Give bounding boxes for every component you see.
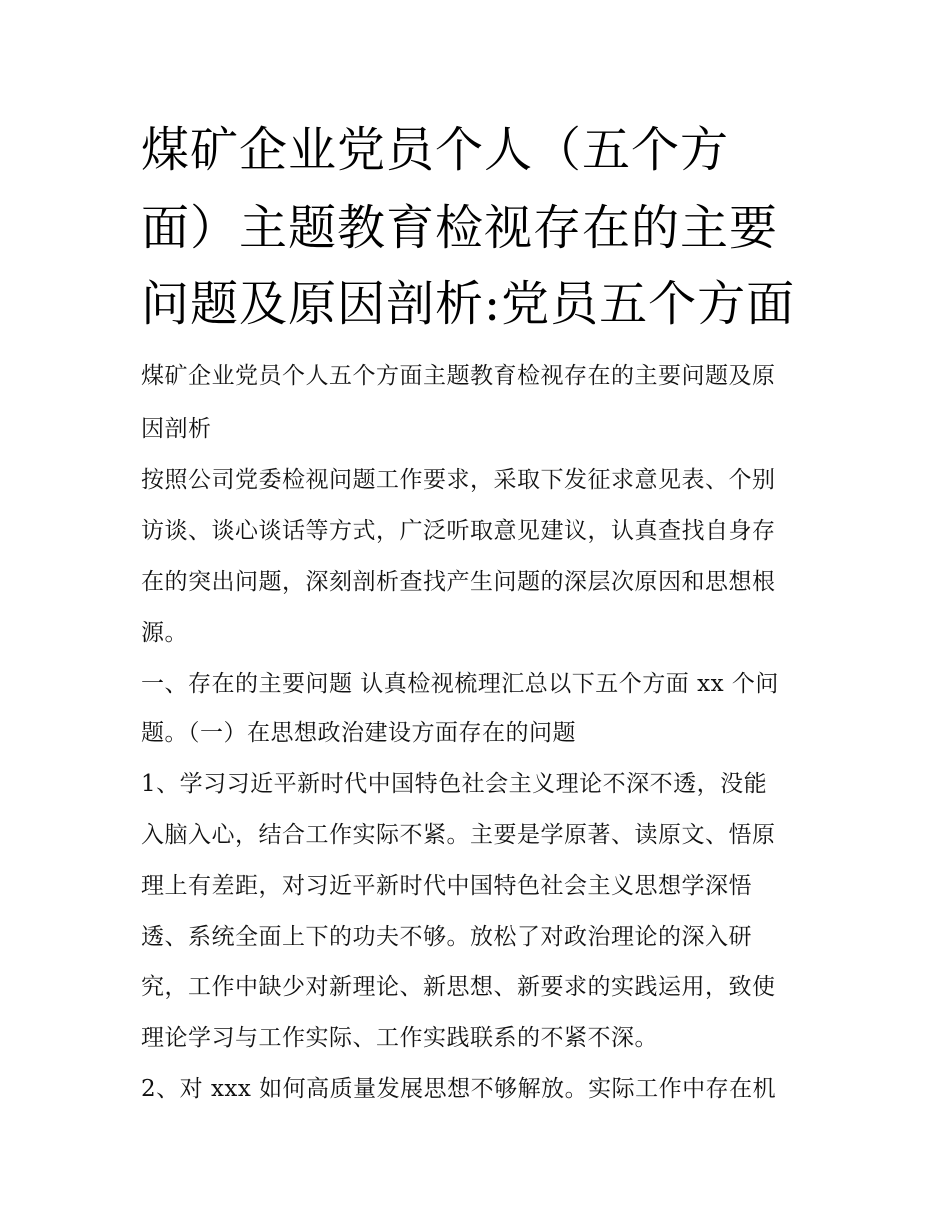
body-line-5: 在的突出问题，深刻剖析查找产生问题的深层次原因和思想根 [141, 569, 776, 595]
document-title-line-1: 煤矿企业党员个人（五个方 [141, 122, 730, 178]
body-line-8: 题。（一）在思想政治建设方面存在的问题 [141, 720, 576, 746]
document-title-line-2: 面）主题教育检视存在的主要 [141, 200, 779, 256]
body-line-13: 究，工作中缺少对新理论、新思想、新要求的实践运用，致使 [141, 974, 776, 1000]
body-line-15: 2、对 xxx 如何高质量发展思想不够解放。实际工作中存在机 [141, 1076, 777, 1102]
body-line-6: 源。 [141, 620, 188, 646]
body-line-14: 理论学习与工作实际、工作实践联系的不紧不深。 [141, 1025, 658, 1051]
body-line-9: 1、学习习近平新时代中国特色社会主义理论不深不透，没能 [141, 771, 768, 797]
body-line-4: 访谈、谈心谈话等方式，广泛听取意见建议，认真查找自身存 [141, 518, 776, 544]
body-line-3: 按照公司党委检视问题工作要求，采取下发征求意见表、个别 [141, 467, 776, 493]
body-line-12: 透、系统全面上下的功夫不够。放松了对政治理论的深入研 [141, 924, 752, 950]
body-line-1: 煤矿企业党员个人五个方面主题教育检视存在的主要问题及原 [141, 363, 776, 389]
body-line-11: 理上有差距，对习近平新时代中国特色社会主义思想学深悟 [141, 873, 752, 899]
document-title-line-3: 问题及原因剖析:党员五个方面 [141, 276, 796, 332]
body-line-7: 一、存在的主要问题 认真检视梳理汇总以下五个方面 xx 个问 [141, 671, 779, 697]
body-line-10: 入脑入心，结合工作实际不紧。主要是学原著、读原文、悟原 [141, 822, 776, 848]
body-line-2: 因剖析 [141, 416, 212, 442]
